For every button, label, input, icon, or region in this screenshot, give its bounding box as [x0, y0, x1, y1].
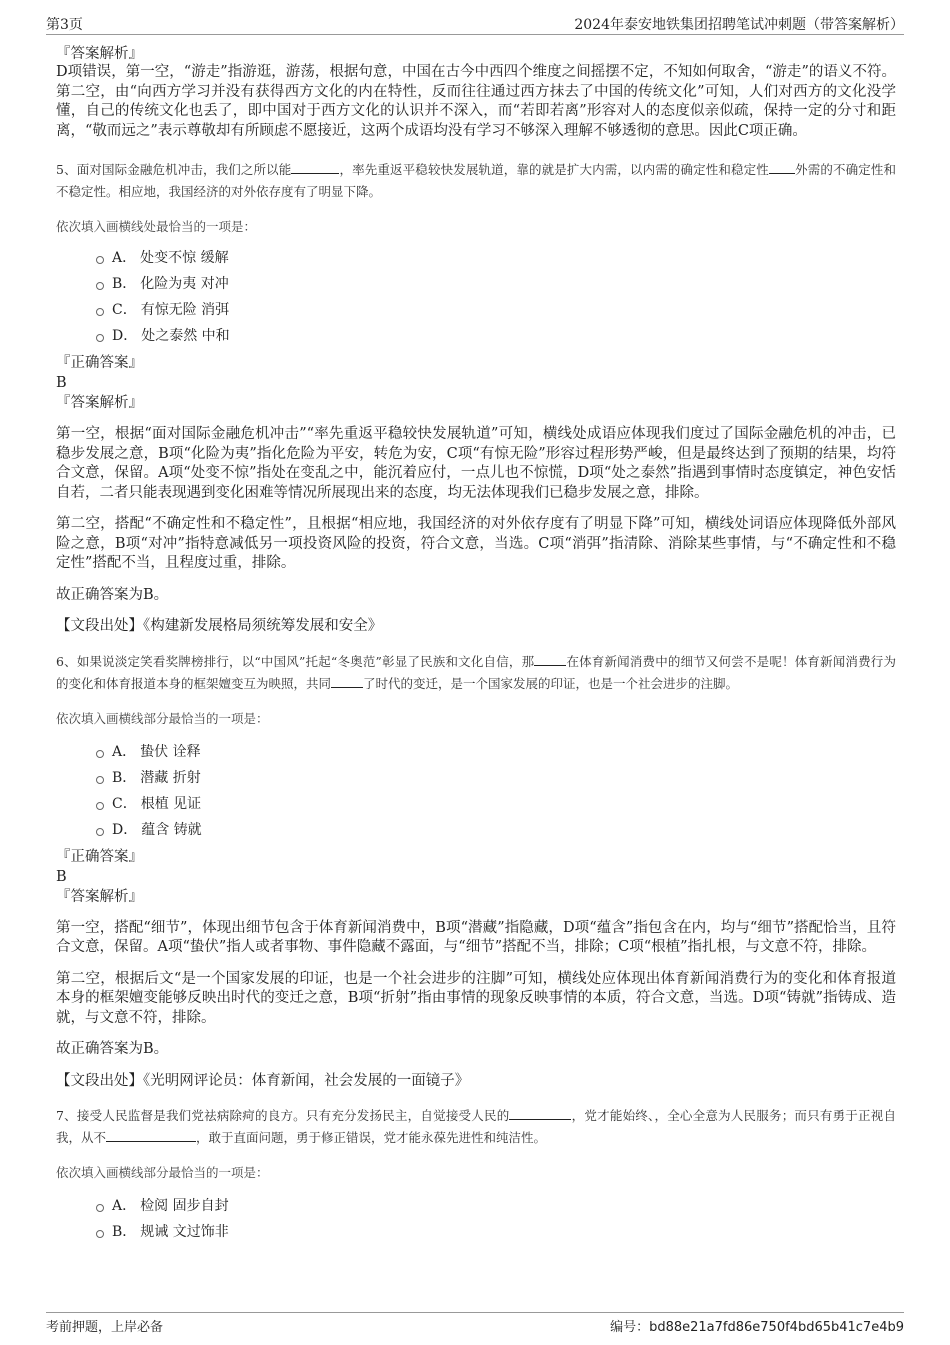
q7-prompt: 依次填入画横线部分最恰当的一项是： — [56, 1165, 269, 1180]
q7-options — [96, 1193, 896, 1245]
q5-option-a[interactable]: A． 处变不惊 缓解 — [96, 245, 896, 271]
page-content — [56, 44, 896, 1245]
page-number: 第3页 — [46, 17, 83, 33]
q7-option-b[interactable]: B． 规诫 文过饰非 — [96, 1219, 896, 1245]
radio-icon[interactable] — [96, 750, 104, 758]
q6-analysis-p2: 第二空，根据后文“是一个国家发展的印证，也是一个社会进步的注脚”可知，横线处应体现出体育新闻消费行为的变化和体育报道本身的框架嬗变能够反映出时代的变迁之意，B项“折射”指由事情的现象反映事情的本质，符合文意，当选。D项“铸就”指铸成、造就，与文意不符，排除。 — [56, 970, 896, 1026]
q6-stem-part2: 在体育新闻消费中的细节又何尝不是呢！体育新闻消费行为的变化和体育报道本身的框架嬗变互为映照，共同 — [56, 653, 896, 691]
q6-option-c[interactable]: C． 根植 见证 — [96, 791, 896, 817]
q6-blank-1 — [534, 652, 566, 666]
q7-stem-part3: ，敢于直面问题，勇于修正错误，党才能永葆先进性和纯洁性。 — [196, 1130, 547, 1145]
q5-correct-answer: B — [56, 375, 67, 391]
q5-source: 【文段出处】《构建新发展格局须统筹发展和安全》 — [56, 618, 383, 634]
page-header — [46, 12, 904, 35]
radio-icon[interactable] — [96, 776, 104, 784]
q5-analysis-p2: 第二空，搭配“不确定性和不稳定性”，且根据“相应地，我国经济的对外依存度有了明显下降”可知，横线处词语应体现降低外部风险之意，B项“对冲”指特意减低另一项投资风险的投资，符合文意，当选。C项“消弭”指清除、消除某些事情，与“不确定性和不稳定性”搭配不当，且程度过重，排除。 — [56, 516, 896, 571]
q6-stem — [56, 651, 896, 695]
q5-stem — [56, 159, 896, 203]
radio-icon[interactable] — [96, 1230, 104, 1238]
q5-option-c[interactable]: C． 有惊无险 消弭 — [96, 297, 896, 323]
q5-conclusion: 故正确答案为B。 — [56, 586, 169, 603]
q7-blank-1 — [509, 1106, 571, 1120]
q7-option-a[interactable]: A． 检阅 固步自封 — [96, 1193, 896, 1219]
q5-blank-2 — [769, 160, 795, 174]
q6-conclusion: 故正确答案为B。 — [56, 1041, 169, 1057]
q6-option-a[interactable]: A． 蛰伏 诠释 — [96, 739, 896, 765]
q5-option-b[interactable]: B． 化险为夷 对冲 — [96, 271, 896, 297]
q6-option-b[interactable]: B． 潜藏 折射 — [96, 765, 896, 791]
q5-option-d[interactable]: D． 处之泰然 中和 — [96, 323, 896, 349]
document-title: 2024年泰安地铁集团招聘笔试冲刺题（带答案解析） — [574, 17, 904, 33]
radio-icon[interactable] — [96, 308, 104, 316]
q6-analysis-p1: 第一空，搭配“细节”，体现出细节包含于体育新闻消费中，B项“潜藏”指隐藏，D项“蕴含”指包含在内，均与“细节”搭配恰当，且符合文意，保留。A项“蛰伏”指人或者事物、事件隐藏不露面，与“细节”搭配不当，排除；C项“根植”指扎根，与文意不符，排除。 — [56, 919, 896, 955]
q6-options — [96, 739, 896, 843]
q7-stem-part1: 7、接受人民监督是我们党祛病除疴的良方。只有充分发扬民主，自觉接受人民的 — [56, 1108, 510, 1123]
radio-icon[interactable] — [96, 828, 104, 836]
q6-prompt: 依次填入画横线部分最恰当的一项是： — [56, 710, 269, 726]
q5-options — [96, 245, 896, 349]
q6-stem-part3: 了时代的变迁，是一个国家发展的印证，也是一个社会进步的注脚。 — [363, 675, 739, 691]
q4-analysis-label: 『答案解析』 — [56, 46, 143, 62]
q5-analysis-p1: 第一空，根据“面对国际金融危机冲击”“率先重返平稳较快发展轨道”可知，横线处成语应体现我们度过了国际金融危机的冲击，已稳步发展之意，B项“化险为夷”指化危险为平安，转危为安，C项“有惊无险”形容过程形势严峻，但是最终达到了预期的结果，均符合文意，保留。A项“处变不惊”指处在变乱之中，能沉着应付，一点儿也不惊慌，D项“处之泰然”指遇到事情时态度镇定，神色安恬自若，二者只能表现遇到变化困难等情况所展现出来的态度，均无法体现我们已稳步发展之意，排除。 — [56, 426, 896, 501]
q7-stem-part2: ，党才能始终、，全心全意为人民服务；而只有勇于正视自我，从不 — [56, 1108, 896, 1145]
radio-icon[interactable] — [96, 802, 104, 810]
footer-code — [610, 1316, 904, 1335]
q5-stem-part1: 5、面对国际金融危机冲击，我们之所以能 — [56, 162, 292, 177]
footer-slogan: 考前押题，上岸必备 — [46, 1320, 164, 1335]
q6-analysis-label: 『答案解析』 — [56, 888, 143, 905]
q6-correct-label: 『正确答案』 — [56, 848, 143, 865]
radio-icon[interactable] — [96, 256, 104, 264]
q6-stem-part1: 6、如果说淡定笑看奖牌榜排行，以“中国风”托起“冬奥范”彰显了民族和文化自信，那 — [56, 653, 535, 669]
q6-blank-2 — [331, 674, 363, 688]
q5-analysis-label: 『答案解析』 — [56, 395, 143, 411]
q5-blank-1 — [291, 160, 339, 174]
q5-correct-label: 『正确答案』 — [56, 355, 143, 371]
q5-prompt: 依次填入画横线处最恰当的一项是： — [56, 219, 257, 234]
page-footer — [46, 1312, 904, 1337]
q7-blank-2 — [106, 1128, 196, 1142]
radio-icon[interactable] — [96, 1204, 104, 1212]
footer-code-value: bd88e21a7fd86e750f4bd65b41c7e4b9 — [649, 1320, 904, 1335]
q5-stem-part2: ，率先重返平稳较快发展轨道，靠的就是扩大内需，以内需的确定性和稳定性 — [339, 162, 769, 177]
q4-analysis-text: D项错误，第一空，“游走”指游逛，游荡，根据句意，中国在古今中西四个维度之间摇摆不定，不知如何取舍，“游走”的语义不符。第二空，由“向西方学习并没有获得西方文化的内在特性，反而往往通过西方抹去了中国的传统文化”可知，人们对西方的文化没学懂，自己的传统文化也丢了，即中国对于西方文化的认识并不深入，而“若即若离”形容对人的态度似亲似疏，保持一定的分寸和距离，“敬而远之”表示尊敬却有所顾虑不愿接近，这两个成语均没有学习不够深入理解不够透彻的意思。因此C项正确。 — [56, 64, 896, 139]
q6-source: 【文段出处】《光明网评论员：体育新闻，社会发展的一面镜子》 — [56, 1072, 470, 1089]
q6-correct-answer: B — [56, 868, 67, 885]
q5-stem-part3: 外需的不确定性和不稳定性。相应地，我国经济的对外依存度有了明显下降。 — [56, 162, 896, 199]
footer-code-label: 编号： — [610, 1320, 650, 1335]
radio-icon[interactable] — [96, 282, 104, 290]
q6-option-d[interactable]: D． 蕴含 铸就 — [96, 817, 896, 843]
radio-icon[interactable] — [96, 334, 104, 342]
q7-stem — [56, 1105, 896, 1149]
